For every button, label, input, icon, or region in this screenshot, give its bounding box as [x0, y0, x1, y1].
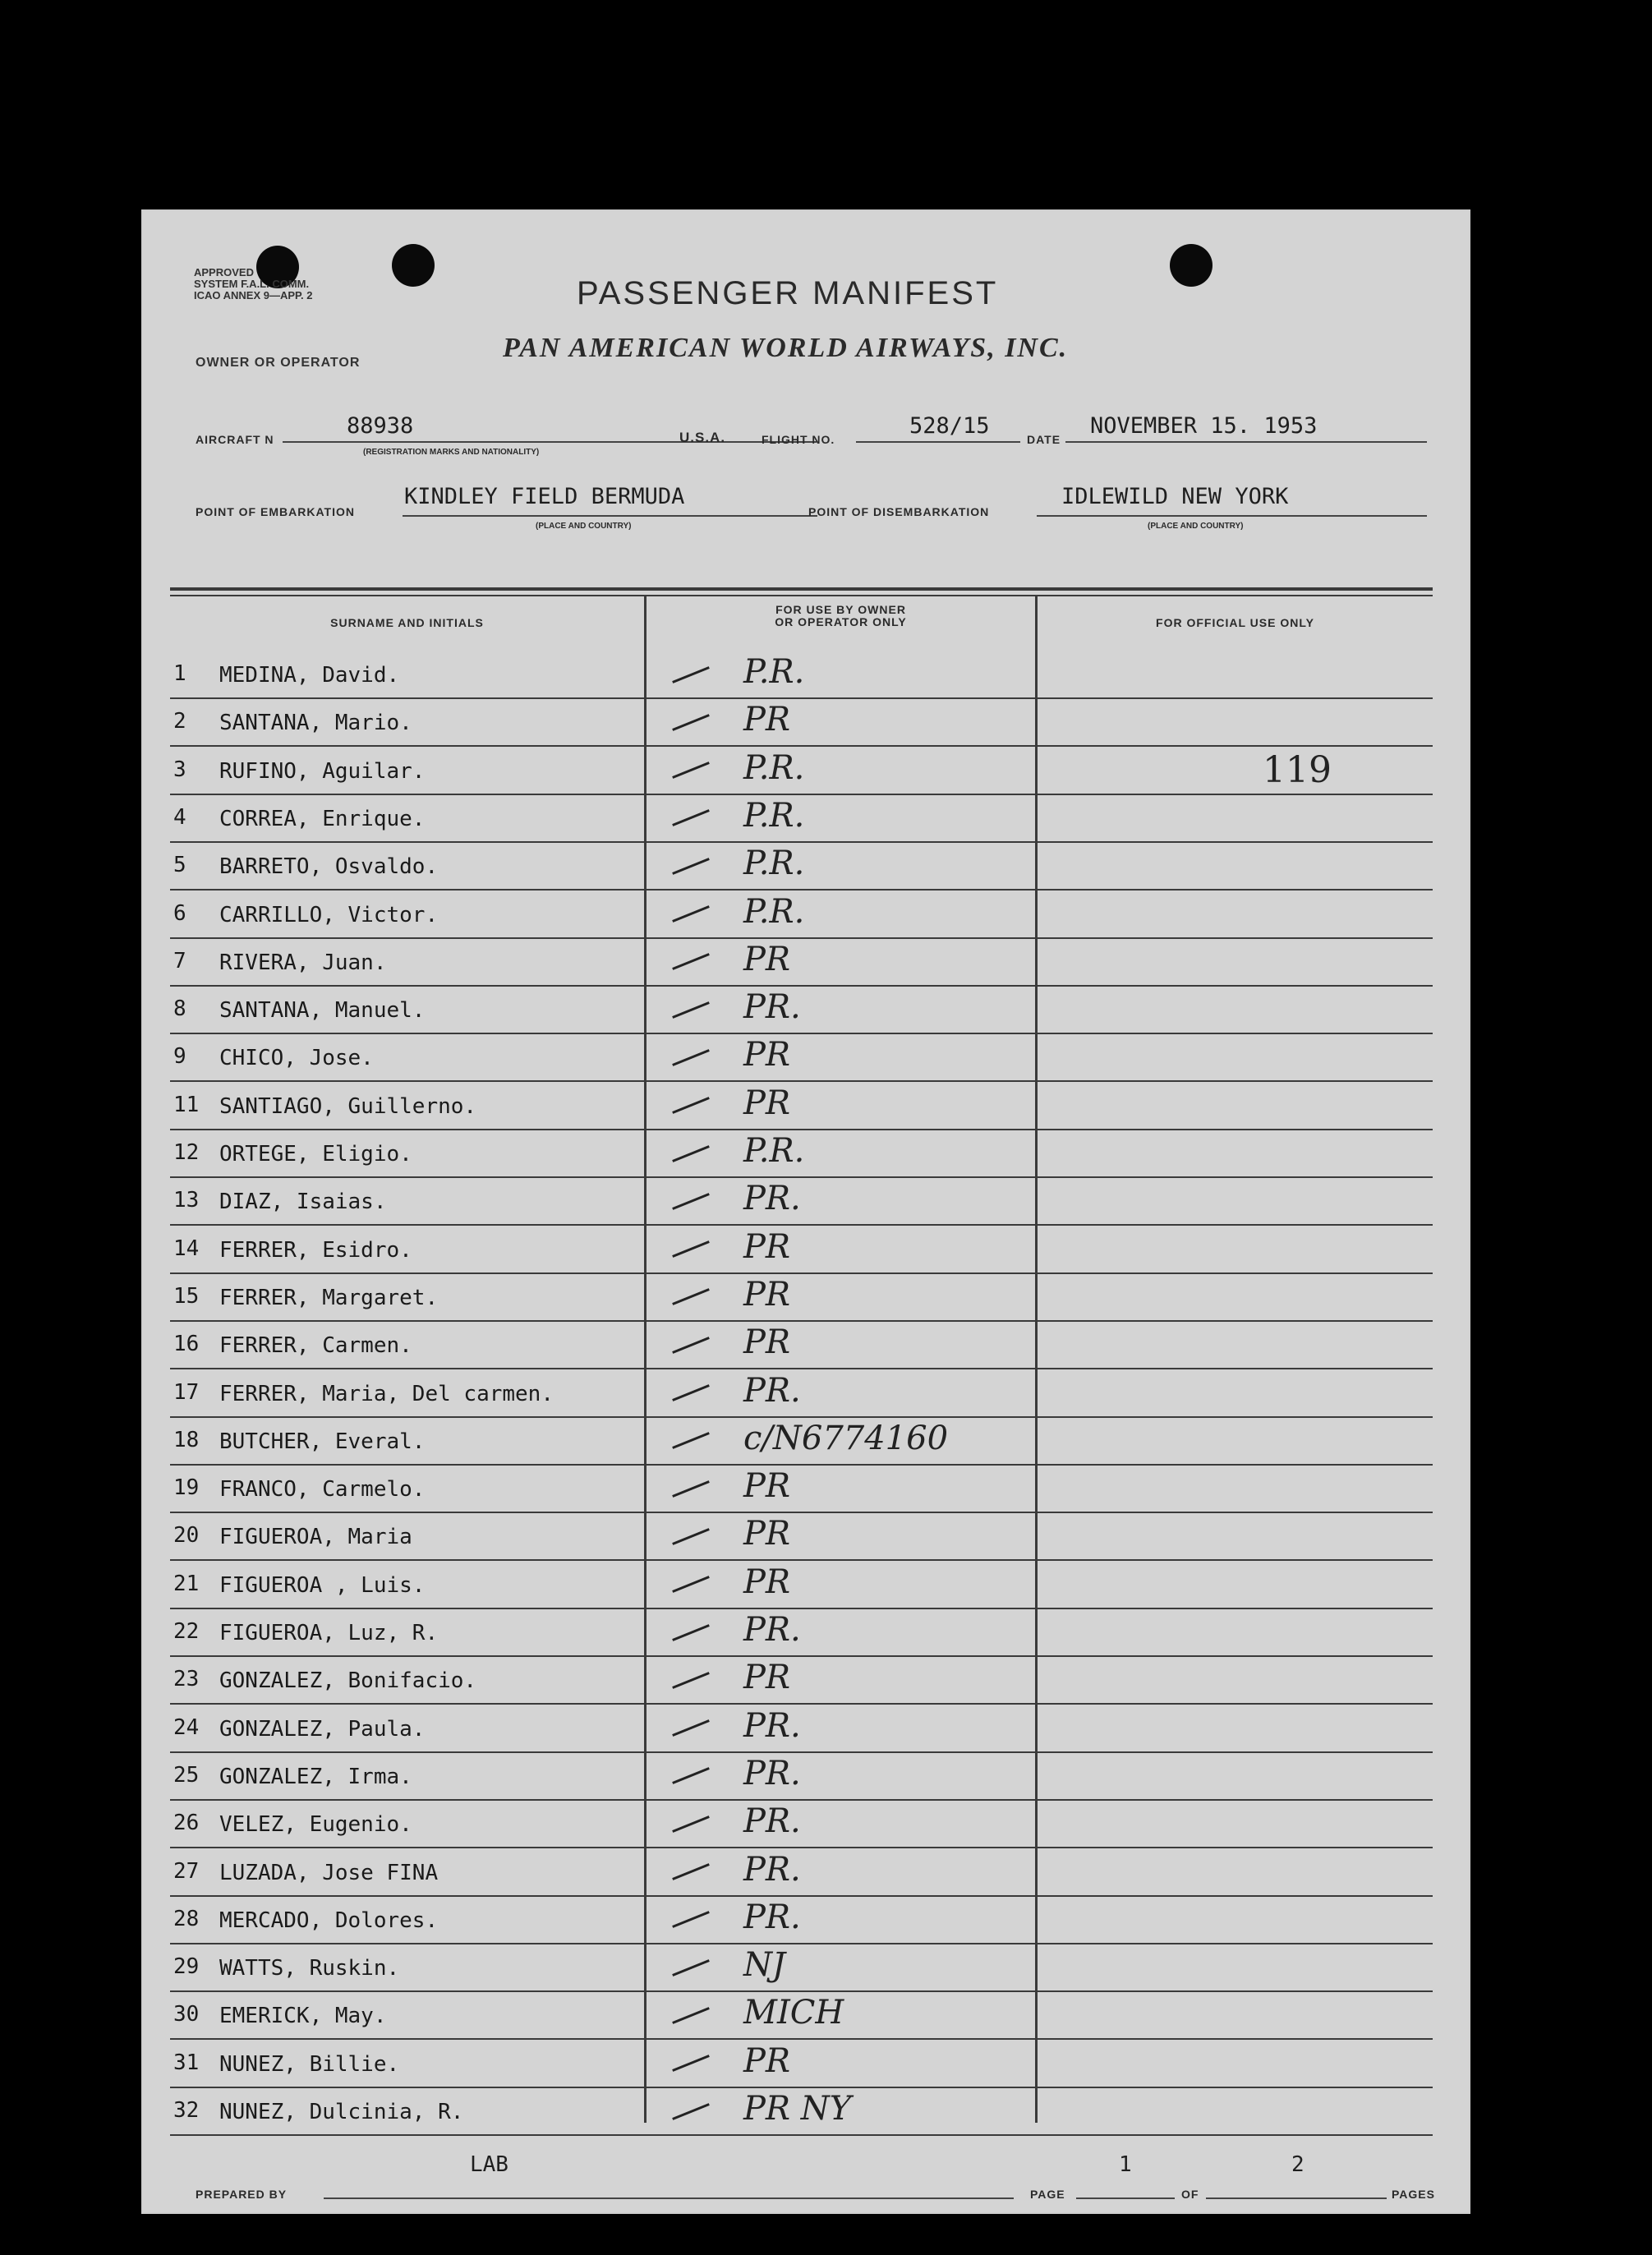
table-row — [170, 699, 1433, 747]
residence-mark: PR — [743, 1227, 791, 1266]
table-row — [170, 1705, 1433, 1753]
table-row — [170, 1322, 1433, 1369]
owner-operator-label: OWNER OR OPERATOR — [196, 356, 361, 370]
prepared-by-value: LAB — [470, 2152, 508, 2177]
tick-mark-icon — [672, 1624, 710, 1641]
passenger-number: 14 — [173, 1236, 200, 1261]
passenger-number: 17 — [173, 1379, 200, 1405]
tick-mark-icon — [672, 858, 710, 875]
residence-mark: PR — [743, 1467, 791, 1506]
owner-check-mark — [671, 1898, 801, 1936]
page-label: PAGE — [1030, 2188, 1065, 2201]
approval-line: APPROVED — [194, 266, 254, 278]
aircraft-value: 88938 — [347, 413, 414, 439]
residence-mark: PR — [743, 701, 791, 739]
passenger-name: RIVERA, Juan. — [219, 950, 387, 975]
flight-label: FLIGHT NO. — [762, 433, 835, 446]
table-row — [170, 1801, 1433, 1848]
date-underline — [1065, 441, 1427, 443]
disembarkation-place-note: (PLACE AND COUNTRY) — [1148, 522, 1244, 531]
passenger-name: CARRILLO, Victor. — [219, 902, 439, 927]
residence-mark: PR. — [743, 1754, 801, 1792]
residence-mark: PR — [743, 1275, 791, 1314]
table-row — [170, 1466, 1433, 1513]
tick-mark-icon — [672, 1480, 710, 1498]
table-top-rule-2 — [170, 595, 1433, 596]
tick-mark-icon — [672, 1719, 710, 1737]
tick-mark-icon — [672, 1049, 710, 1066]
registration-note: (REGISTRATION MARKS AND NATIONALITY) — [363, 448, 540, 457]
approval-line: SYSTEM F.A.L. COMM. — [194, 278, 310, 290]
owner-check-mark — [671, 1228, 790, 1266]
passenger-number: 15 — [173, 1283, 200, 1309]
passenger-number: 24 — [173, 1714, 200, 1740]
passenger-name: MERCADO, Dolores. — [219, 1908, 439, 1933]
passenger-name: BARRETO, Osvaldo. — [219, 854, 439, 880]
table-row — [170, 939, 1433, 987]
owner-check-mark — [671, 844, 804, 882]
owner-check-mark — [671, 1420, 948, 1457]
passenger-number: 5 — [173, 853, 186, 878]
flight-underline — [856, 441, 1020, 443]
embarkation-value: KINDLEY FIELD BERMUDA — [404, 484, 685, 509]
owner-check-mark — [671, 1180, 801, 1217]
tick-mark-icon — [672, 1768, 710, 1785]
table-row — [170, 1034, 1433, 1082]
passenger-number: 2 — [173, 709, 186, 734]
tick-mark-icon — [672, 1911, 710, 1928]
residence-mark: PR — [743, 1084, 791, 1122]
owner-check-mark — [671, 1611, 801, 1649]
disembarkation-underline — [1037, 515, 1427, 517]
tick-mark-icon — [672, 762, 710, 779]
punch-hole-middle — [392, 244, 435, 287]
passenger-name: EMERICK, May. — [219, 2004, 387, 2029]
tick-mark-icon — [672, 1240, 710, 1258]
tick-mark-icon — [672, 666, 710, 683]
owner-check-mark — [671, 1994, 844, 2032]
passenger-name: FERRER, Maria, Del carmen. — [219, 1381, 554, 1406]
passenger-name: SANTANA, Mario. — [219, 711, 412, 736]
aircraft-label: AIRCRAFT N — [196, 433, 274, 446]
owner-check-mark — [671, 1946, 785, 1984]
tick-mark-icon — [672, 1384, 710, 1401]
table-row — [170, 843, 1433, 890]
passenger-number: 31 — [173, 2050, 200, 2075]
residence-mark: PR — [743, 1036, 791, 1075]
owner-check-mark — [671, 988, 801, 1026]
flight-value: 528/15 — [909, 413, 990, 439]
table-row — [170, 1083, 1433, 1130]
passenger-name: NUNEZ, Billie. — [219, 2051, 400, 2077]
page-underline — [1076, 2197, 1175, 2199]
table-row — [170, 748, 1433, 795]
passenger-name: FIGUEROA, Luz, R. — [219, 1621, 439, 1645]
tick-mark-icon — [672, 1863, 710, 1880]
table-row — [170, 1562, 1433, 1609]
passenger-number: 4 — [173, 804, 186, 830]
passenger-name: VELEZ, Eugenio. — [219, 1812, 412, 1838]
official-use-entry: 119 — [1263, 748, 1332, 791]
passenger-number: 20 — [173, 1523, 200, 1549]
table-top-rule — [170, 587, 1433, 591]
col-header-owner-use-line2: OR OPERATOR ONLY — [775, 615, 907, 628]
owner-check-mark — [671, 653, 804, 691]
col-header-official: FOR OFFICIAL USE ONLY — [1156, 616, 1314, 629]
passenger-number: 28 — [173, 1906, 200, 1931]
owner-check-mark — [671, 1515, 790, 1553]
tick-mark-icon — [672, 1528, 710, 1545]
residence-mark: PR — [743, 1515, 791, 1553]
tick-mark-icon — [672, 1816, 710, 1833]
passenger-number: 1 — [173, 661, 186, 686]
passenger-name: CORREA, Enrique. — [219, 806, 426, 831]
document-title: PASSENGER MANIFEST — [577, 275, 999, 311]
residence-mark: PR. — [743, 1802, 801, 1841]
tick-mark-icon — [672, 1145, 710, 1162]
passenger-number: 8 — [173, 996, 186, 1022]
owner-check-mark — [671, 941, 790, 978]
owner-check-mark — [671, 749, 804, 787]
tick-mark-icon — [672, 1097, 710, 1114]
passenger-number: 26 — [173, 1811, 200, 1836]
owner-check-mark — [671, 1659, 790, 1696]
table-row — [170, 1609, 1433, 1657]
table-row — [170, 1992, 1433, 2040]
residence-mark: P.R. — [743, 1132, 805, 1170]
prepared-by-underline — [324, 2197, 1014, 2199]
page-value: 1 — [1119, 2152, 1132, 2177]
table-row — [170, 1944, 1433, 1992]
tick-mark-icon — [672, 714, 710, 731]
residence-mark: PR — [743, 1659, 791, 1697]
residence-mark: PR — [743, 1323, 791, 1362]
passenger-number: 21 — [173, 1571, 200, 1596]
passenger-name: CHICO, Jose. — [219, 1046, 374, 1071]
residence-mark: PR — [743, 940, 791, 978]
residence-mark: P.R. — [743, 844, 805, 883]
disembarkation-label: POINT OF DISEMBARKATION — [808, 505, 990, 518]
passenger-number: 30 — [173, 2002, 200, 2027]
tick-mark-icon — [672, 1432, 710, 1449]
table-row — [170, 1849, 1433, 1897]
residence-mark: NJ — [743, 1946, 786, 1985]
residence-mark: PR. — [743, 988, 801, 1027]
row-rule — [170, 2134, 1433, 2136]
table-row — [170, 1178, 1433, 1226]
punch-hole-right — [1170, 244, 1213, 287]
passenger-name: GONZALEZ, Irma. — [219, 1764, 412, 1789]
tick-mark-icon — [672, 953, 710, 970]
residence-mark: PR. — [743, 1850, 801, 1889]
residence-mark: PR. — [743, 1706, 801, 1745]
passenger-number: 29 — [173, 1954, 200, 1980]
owner-check-mark — [671, 1132, 804, 1170]
of-label: OF — [1181, 2188, 1199, 2201]
embarkation-underline — [403, 515, 817, 517]
passenger-number: 9 — [173, 1044, 186, 1070]
passenger-name: FERRER, Carmen. — [219, 1333, 412, 1359]
owner-check-mark — [671, 1707, 801, 1745]
tick-mark-icon — [672, 1001, 710, 1019]
passenger-number: 25 — [173, 1762, 200, 1788]
residence-mark: PR. — [743, 1611, 801, 1649]
date-value: NOVEMBER 15. 1953 — [1090, 413, 1318, 439]
owner-check-mark — [671, 2090, 851, 2128]
residence-mark: PR — [743, 2041, 791, 2080]
approval-stamp — [194, 267, 313, 301]
tick-mark-icon — [672, 1337, 710, 1354]
passenger-name: FIGUEROA , Luis. — [219, 1572, 426, 1598]
passenger-name: WATTS, Ruskin. — [219, 1956, 400, 1981]
of-value: 2 — [1291, 2152, 1305, 2177]
owner-check-mark — [671, 1467, 790, 1505]
tick-mark-icon — [672, 1959, 710, 1977]
passenger-number: 19 — [173, 1475, 200, 1501]
passenger-name: MEDINA, David. — [219, 663, 400, 688]
passenger-name: GONZALEZ, Paula. — [219, 1716, 426, 1742]
col-header-owner-use — [647, 604, 1035, 628]
tick-mark-icon — [672, 2103, 710, 2120]
table-row — [170, 795, 1433, 843]
disembarkation-value: IDLEWILD NEW YORK — [1061, 484, 1289, 509]
passenger-number: 7 — [173, 948, 186, 973]
owner-check-mark — [671, 1802, 801, 1840]
airline-name: PAN AMERICAN WORLD AIRWAYS, INC. — [503, 333, 1069, 363]
aircraft-underline — [283, 441, 817, 443]
passenger-number: 3 — [173, 757, 186, 782]
table-row — [170, 1418, 1433, 1466]
approval-line: ICAO ANNEX 9—APP. 2 — [194, 289, 313, 301]
tick-mark-icon — [672, 1576, 710, 1593]
table-row — [170, 2088, 1433, 2136]
table-row — [170, 651, 1433, 699]
tick-mark-icon — [672, 905, 710, 923]
residence-mark: PR. — [743, 1898, 801, 1936]
passenger-number: 16 — [173, 1332, 200, 1357]
tick-mark-icon — [672, 1672, 710, 1689]
owner-check-mark — [671, 2042, 790, 2080]
residence-mark: MICH — [743, 1994, 844, 2032]
passenger-name: FRANCO, Carmelo. — [219, 1477, 426, 1503]
passenger-name: DIAZ, Isaias. — [219, 1190, 387, 1215]
tick-mark-icon — [672, 2007, 710, 2024]
owner-check-mark — [671, 1276, 790, 1314]
nationality: U.S.A. — [679, 430, 726, 445]
passenger-name: SANTANA, Manuel. — [219, 998, 426, 1024]
tick-mark-icon — [672, 2055, 710, 2072]
residence-mark: P.R. — [743, 796, 805, 835]
passenger-name: GONZALEZ, Bonifacio. — [219, 1668, 477, 1694]
owner-check-mark — [671, 1563, 790, 1601]
col-header-owner-use-line1: FOR USE BY OWNER — [775, 603, 906, 616]
passenger-number: 27 — [173, 1858, 200, 1884]
passenger-number: 12 — [173, 1140, 200, 1165]
embarkation-place-note: (PLACE AND COUNTRY) — [536, 522, 632, 531]
table-row — [170, 1513, 1433, 1561]
passenger-name: FERRER, Margaret. — [219, 1285, 439, 1310]
owner-check-mark — [671, 1755, 801, 1792]
table-row — [170, 1274, 1433, 1322]
passenger-name: NUNEZ, Dulcinia, R. — [219, 2100, 464, 2124]
residence-mark: PR. — [743, 1180, 801, 1218]
passenger-number: 11 — [173, 1092, 200, 1117]
tick-mark-icon — [672, 1289, 710, 1306]
passenger-name: SANTIAGO, Guillerno. — [219, 1093, 477, 1119]
residence-mark: PR — [743, 1562, 791, 1601]
owner-check-mark — [671, 1323, 790, 1361]
table-row — [170, 1897, 1433, 1944]
tick-mark-icon — [672, 1193, 710, 1210]
owner-check-mark — [671, 1372, 801, 1410]
owner-check-mark — [671, 701, 790, 739]
table-row — [170, 1370, 1433, 1418]
passenger-name: RUFINO, Aguilar. — [219, 758, 426, 784]
table-row — [170, 1753, 1433, 1801]
passenger-name: FERRER, Esidro. — [219, 1237, 412, 1263]
passenger-name: ORTEGE, Eligio. — [219, 1142, 412, 1167]
residence-mark: P.R. — [743, 653, 805, 691]
passenger-number: 22 — [173, 1619, 200, 1644]
col-header-surname: SURNAME AND INITIALS — [330, 616, 484, 629]
manifest-sheet — [141, 209, 1470, 2214]
passenger-number: 32 — [173, 2098, 200, 2123]
table-row — [170, 1130, 1433, 1178]
table-row — [170, 2041, 1433, 2088]
residence-mark: c/N6774160 — [743, 1419, 949, 1457]
owner-check-mark — [671, 1036, 790, 1074]
owner-check-mark — [671, 797, 804, 835]
pages-label: PAGES — [1392, 2188, 1435, 2201]
passenger-name: BUTCHER, Everal. — [219, 1429, 426, 1454]
passenger-number: 6 — [173, 900, 186, 926]
table-row — [170, 1226, 1433, 1274]
residence-mark: PR NY — [743, 2090, 852, 2128]
tick-mark-icon — [672, 810, 710, 827]
passenger-name: LUZADA, Jose FINA — [219, 1860, 439, 1885]
residence-mark: PR. — [743, 1371, 801, 1410]
residence-mark: P.R. — [743, 892, 805, 931]
owner-check-mark — [671, 1084, 790, 1122]
owner-check-mark — [671, 893, 804, 931]
passenger-number: 23 — [173, 1667, 200, 1692]
table-row — [170, 987, 1433, 1034]
passenger-number: 18 — [173, 1427, 200, 1452]
prepared-by-label: PREPARED BY — [196, 2188, 288, 2201]
passenger-name: FIGUEROA, Maria — [219, 1525, 412, 1550]
residence-mark: P.R. — [743, 748, 805, 787]
date-label: DATE — [1027, 433, 1061, 446]
owner-check-mark — [671, 1851, 801, 1889]
table-row — [170, 1657, 1433, 1705]
embarkation-label: POINT OF EMBARKATION — [196, 505, 355, 518]
of-underline — [1206, 2197, 1387, 2199]
table-row — [170, 891, 1433, 939]
passenger-number: 13 — [173, 1188, 200, 1213]
